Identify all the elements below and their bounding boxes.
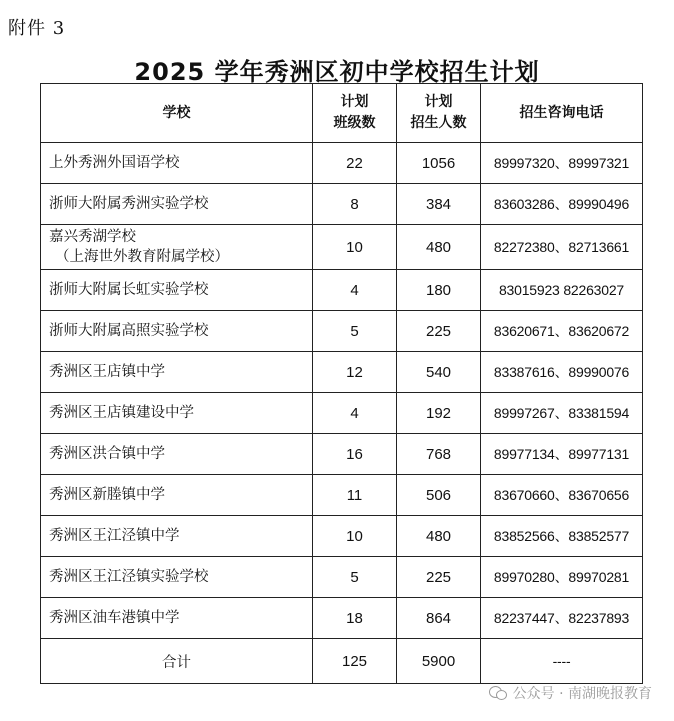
total-classes: 125 xyxy=(313,639,397,684)
planned-classes: 4 xyxy=(313,270,397,311)
school-name-cell xyxy=(41,393,313,434)
school-name-cell xyxy=(41,557,313,598)
table-header-row xyxy=(41,84,643,143)
school-name: 秀洲区洪合镇中学 xyxy=(49,446,165,462)
school-name: 上外秀洲外国语学校 xyxy=(49,155,180,171)
school-name-cell xyxy=(41,352,313,393)
school-name-cell xyxy=(41,598,313,639)
planned-students: 192 xyxy=(397,393,481,434)
contact-phone: 82272380、82713661 xyxy=(481,225,643,270)
contact-phone: 83603286、89990496 xyxy=(481,184,643,225)
contact-phone: 82237447、82237893 xyxy=(481,598,643,639)
header-students-line2: 招生人数 xyxy=(410,115,467,131)
total-phone: ---- xyxy=(481,639,643,684)
table-row xyxy=(41,393,643,434)
watermark xyxy=(489,683,652,703)
table-row xyxy=(41,434,643,475)
contact-phone: 83670660、83670656 xyxy=(481,475,643,516)
school-name-cell xyxy=(41,311,313,352)
table-row xyxy=(41,598,643,639)
header-classes-line2: 班级数 xyxy=(333,115,376,131)
planned-classes: 10 xyxy=(313,516,397,557)
table-row xyxy=(41,143,643,184)
planned-students: 480 xyxy=(397,225,481,270)
contact-phone: 89997267、83381594 xyxy=(481,393,643,434)
total-label: 合计 xyxy=(41,639,313,684)
planned-students: 225 xyxy=(397,557,481,598)
contact-phone: 89997320、89997321 xyxy=(481,143,643,184)
header-students xyxy=(397,84,481,143)
planned-students: 506 xyxy=(397,475,481,516)
attachment-label: 附件 3 xyxy=(8,18,66,39)
contact-phone: 89977134、89977131 xyxy=(481,434,643,475)
contact-phone: 83852566、83852577 xyxy=(481,516,643,557)
table-row xyxy=(41,352,643,393)
table-row xyxy=(41,557,643,598)
school-name-cell xyxy=(41,225,313,270)
header-classes-line1: 计划 xyxy=(340,94,369,110)
planned-students: 768 xyxy=(397,434,481,475)
table-row xyxy=(41,311,643,352)
header-phone: 招生咨询电话 xyxy=(481,84,643,143)
total-students: 5900 xyxy=(397,639,481,684)
school-name: 秀洲区油车港镇中学 xyxy=(49,610,180,626)
watermark-text: 公众号 · 南湖晚报教育 xyxy=(512,686,652,702)
contact-phone: 89970280、89970281 xyxy=(481,557,643,598)
school-name: 嘉兴秀湖学校 xyxy=(49,229,136,245)
table-row xyxy=(41,270,643,311)
header-classes xyxy=(313,84,397,143)
school-name: 浙师大附属高照实验学校 xyxy=(49,323,209,339)
school-name-cell xyxy=(41,434,313,475)
planned-classes: 10 xyxy=(313,225,397,270)
school-name-cell xyxy=(41,143,313,184)
planned-classes: 18 xyxy=(313,598,397,639)
planned-classes: 5 xyxy=(313,311,397,352)
planned-students: 1056 xyxy=(397,143,481,184)
school-name-cell xyxy=(41,270,313,311)
school-name: 秀洲区王店镇中学 xyxy=(49,364,165,380)
planned-students: 864 xyxy=(397,598,481,639)
school-name: 浙师大附属秀洲实验学校 xyxy=(49,196,209,212)
total-row xyxy=(41,639,643,684)
planned-classes: 12 xyxy=(313,352,397,393)
planned-classes: 22 xyxy=(313,143,397,184)
planned-students: 225 xyxy=(397,311,481,352)
planned-classes: 4 xyxy=(313,393,397,434)
planned-students: 180 xyxy=(397,270,481,311)
table-row xyxy=(41,184,643,225)
table-row xyxy=(41,225,643,270)
planned-classes: 8 xyxy=(313,184,397,225)
planned-students: 480 xyxy=(397,516,481,557)
wechat-icon xyxy=(489,684,507,702)
header-students-line1: 计划 xyxy=(424,94,453,110)
school-name: 秀洲区王江泾镇中学 xyxy=(49,528,180,544)
school-name: 秀洲区王店镇建设中学 xyxy=(49,405,194,421)
planned-students: 540 xyxy=(397,352,481,393)
school-name: 浙师大附属长虹实验学校 xyxy=(49,282,209,298)
school-name-cell xyxy=(41,475,313,516)
school-name-cell xyxy=(41,516,313,557)
planned-students: 384 xyxy=(397,184,481,225)
planned-classes: 5 xyxy=(313,557,397,598)
school-name: 秀洲区新塍镇中学 xyxy=(49,487,165,503)
contact-phone: 83015923 82263027 xyxy=(481,270,643,311)
header-school: 学校 xyxy=(41,84,313,143)
school-name-cell xyxy=(41,184,313,225)
school-subtitle: （上海世外教育附属学校） xyxy=(55,249,229,265)
page-title: 2025 学年秀洲区初中学校招生计划 xyxy=(134,58,540,86)
planned-classes: 16 xyxy=(313,434,397,475)
table-row xyxy=(41,475,643,516)
school-name: 秀洲区王江泾镇实验学校 xyxy=(49,569,209,585)
planned-classes: 11 xyxy=(313,475,397,516)
contact-phone: 83620671、83620672 xyxy=(481,311,643,352)
table-row xyxy=(41,516,643,557)
contact-phone: 83387616、89990076 xyxy=(481,352,643,393)
enrollment-plan-table xyxy=(40,83,643,684)
table-body xyxy=(41,143,643,684)
